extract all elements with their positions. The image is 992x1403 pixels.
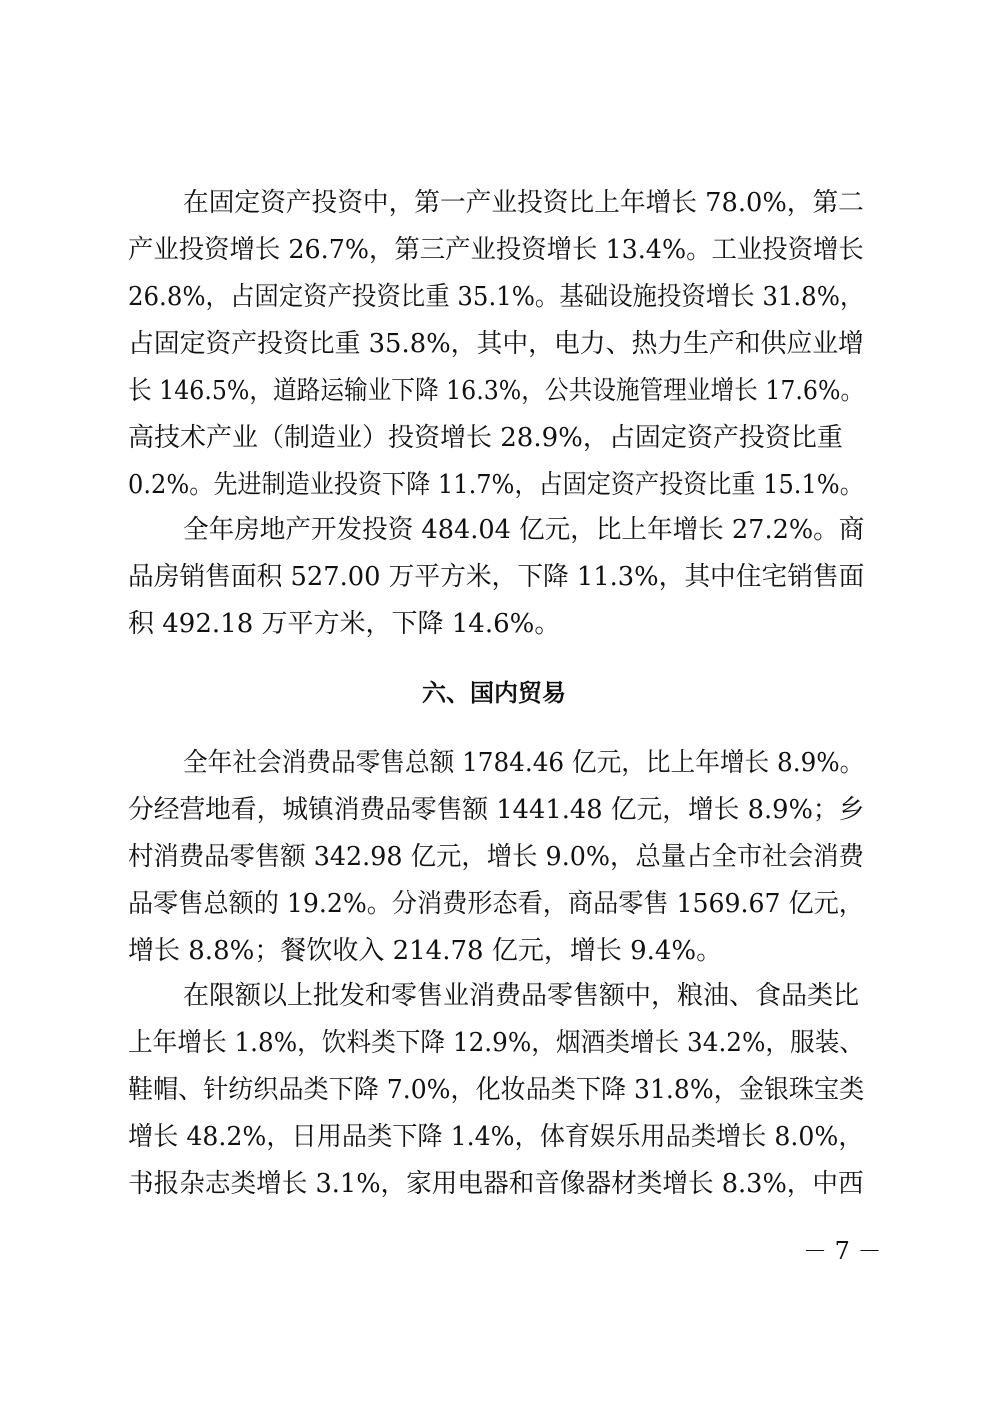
text-line bbox=[0, 1161, 992, 1207]
text-line bbox=[0, 834, 992, 880]
line-text: 全年房地产开发投资 484.04 亿元，比上年增长 27.2%。商 bbox=[183, 515, 865, 545]
line-text: 增长 8.8%；餐饮收入 214.78 亿元，增长 9.4%。 bbox=[128, 936, 723, 966]
page-number bbox=[0, 1231, 992, 1271]
line-text: 增长 48.2%，日用品类下降 1.4%，体育娱乐用品类增长 8.0%， bbox=[128, 1122, 864, 1152]
text-line bbox=[0, 462, 992, 508]
text-line bbox=[0, 507, 992, 553]
section-heading bbox=[0, 670, 992, 716]
line-text: 长 146.5%，道路运输业下降 16.3%，公共设施管理业增长 17.6%。 bbox=[128, 376, 865, 406]
line-text: 分经营地看，城镇消费品零售额 1441.48 亿元，增长 8.9%；乡 bbox=[128, 795, 865, 825]
text-line bbox=[0, 740, 992, 786]
page-number-text: － 7 － bbox=[803, 1237, 882, 1265]
text-line bbox=[0, 1114, 992, 1160]
text-line bbox=[0, 321, 992, 367]
line-text: 村消费品零售额 342.98 亿元，增长 9.0%，总量占全市社会消费 bbox=[128, 842, 864, 872]
text-line bbox=[0, 227, 992, 273]
text-line bbox=[0, 1067, 992, 1113]
line-text: 在限额以上批发和零售业消费品零售额中，粮油、食品类比 bbox=[183, 981, 860, 1011]
text-line bbox=[0, 601, 992, 647]
line-text: 高技术产业（制造业）投资增长 28.9%，占固定资产投资比重 bbox=[128, 423, 843, 453]
text-line bbox=[0, 881, 992, 927]
line-text: 积 492.18 万平方米，下降 14.6%。 bbox=[128, 609, 561, 639]
text-line bbox=[0, 180, 992, 226]
text-line bbox=[0, 554, 992, 600]
line-text: 在固定资产投资中，第一产业投资比上年增长 78.0%，第二 bbox=[183, 188, 864, 218]
line-text: 产业投资增长 26.7%，第三产业投资增长 13.4%。工业投资增长 bbox=[128, 235, 864, 265]
section-heading-text: 六、国内贸易 bbox=[422, 679, 566, 707]
text-line bbox=[0, 368, 992, 414]
line-text: 26.8%，占固定资产投资比重 35.1%。基础设施投资增长 31.8%， bbox=[128, 282, 865, 312]
line-text: 上年增长 1.8%，饮料类下降 12.9%，烟酒类增长 34.2%，服装、 bbox=[128, 1028, 865, 1058]
line-text: 品房销售面积 527.00 万平方米，下降 11.3%，其中住宅销售面 bbox=[128, 562, 865, 592]
line-text: 品零售总额的 19.2%。分消费形态看，商品零售 1569.67 亿元， bbox=[128, 889, 864, 919]
line-text: 0.2%。先进制造业投资下降 11.7%，占固定资产投资比重 15.1%。 bbox=[128, 470, 864, 500]
text-line bbox=[0, 787, 992, 833]
text-line bbox=[0, 415, 992, 461]
text-line bbox=[0, 274, 992, 320]
line-text: 占固定资产投资比重 35.8%，其中，电力、热力生产和供应业增 bbox=[128, 329, 864, 359]
line-text: 全年社会消费品零售总额 1784.46 亿元，比上年增长 8.9%。 bbox=[183, 748, 865, 778]
text-line bbox=[0, 1020, 992, 1066]
line-text: 鞋帽、针纺织品类下降 7.0%，化妆品类下降 31.8%，金银珠宝类 bbox=[128, 1075, 865, 1105]
text-line bbox=[0, 973, 992, 1019]
text-line bbox=[0, 928, 992, 974]
line-text: 书报杂志类增长 3.1%，家用电器和音像器材类增长 8.3%，中西 bbox=[128, 1169, 864, 1199]
